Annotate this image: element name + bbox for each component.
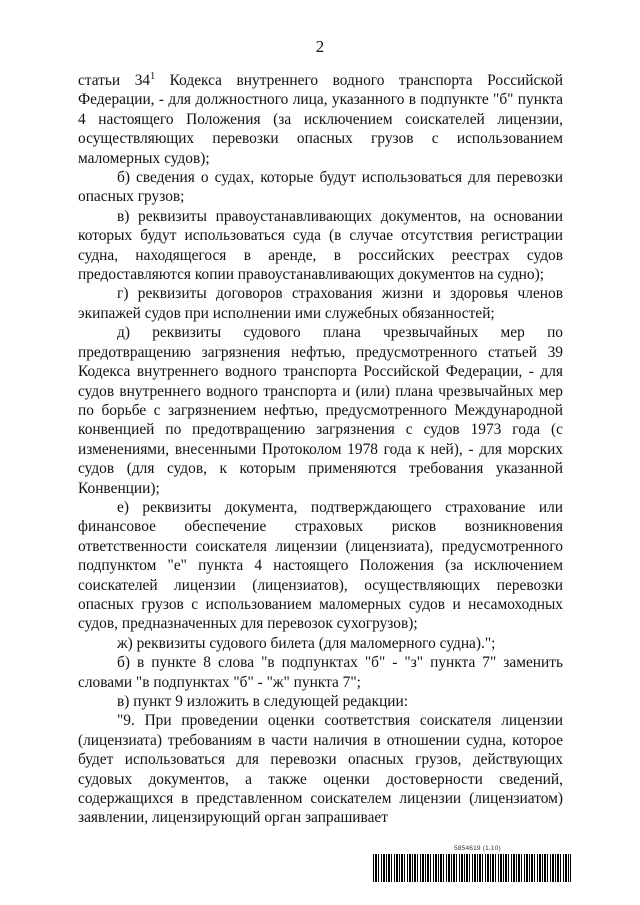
paragraph-item-g: г) реквизиты договоров страхования жизни и здоровья членов экипажей судов при исполнении ими служебных обязанностей;: [78, 285, 563, 322]
paragraph-item-zh: ж) реквизиты судового билета (для маломерного судна).";: [117, 634, 496, 652]
paragraph-continuation: [78, 71, 563, 168]
paragraph-item-v: в) реквизиты правоустанавливающих документов, на основании которых будут использоваться суда (в случае отсутствия регистрации судна, находящегося в аренде, в российских реестрах судов предоставляются копии правоустанавливающих документов на судно);: [78, 207, 563, 284]
superscript: 1: [150, 70, 156, 82]
paragraph-text: Кодекса внутреннего водного транспорта Российской Федерации, - для должностного лица, указанного в подпункте "б" пункта 4 настоящего Положения (за исключением соискателей лицензии, осуществляющих перевозки опасных грузов с использованием маломерных судов);: [78, 72, 563, 167]
paragraph-item-b: б) сведения о судах, которые будут использоваться для перевозки опасных грузов;: [78, 169, 563, 206]
paragraph-amendment-b: б) в пункте 8 слова "в подпунктах "б" - "з" пункта 7" заменить словами "в подпунктах "б" - "ж" пункта 7";: [78, 654, 563, 691]
paragraph-point-9: "9. При проведении оценки соответствия соискателя лицензии (лицензиата) требованиям в части наличия в отношении судна, которое будет использоваться для перевозки опасных грузов, действующих судовых документов, а также оценки достоверности сведений, содержащихся в представленном соискателем лицензии (лицензиатом) заявлении, лицензирующий орган запрашивает: [78, 712, 563, 827]
document-body: [78, 71, 563, 828]
paragraph-item-e: е) реквизиты документа, подтверждающего страхование или финансовое обеспечение страховых рисков возникновения ответственности соискателя лицензии (лицензиата), предусмотренного подпунктом "е" пункта 4 настоящего Положения (за исключением соискателей лицензии (лицензиатов), осуществляющих перевозки опасных грузов с использованием маломерных судов и несамоходных судов, предназначенных для перевозок сухогрузов);: [78, 498, 563, 633]
barcode-code: 5854619 (1.10): [454, 845, 501, 852]
paragraph-item-d: д) реквизиты судового плана чрезвычайных мер по предотвращению загрязнения нефтью, предусмотренного статьей 39 Кодекса внутреннего водного транспорта Российской Федерации, - для судов внутреннего водного транспорта и (или) плана чрезвычайных мер по борьбе с загрязнением нефтью, предусмотренного Международной конвенцией по предотвращению загрязнения с судов 1973 года (с изменениями, внесенными Протоколом 1978 года к ней), - для морских судов (для судов, к которым применяются требования указанной Конвенции);: [78, 324, 563, 497]
barcode: [373, 854, 571, 882]
paragraph-amendment-v: в) пункт 9 изложить в следующей редакции:: [117, 693, 409, 710]
page-number: 2: [315, 37, 325, 56]
paragraph-text: статьи 34: [78, 72, 151, 89]
